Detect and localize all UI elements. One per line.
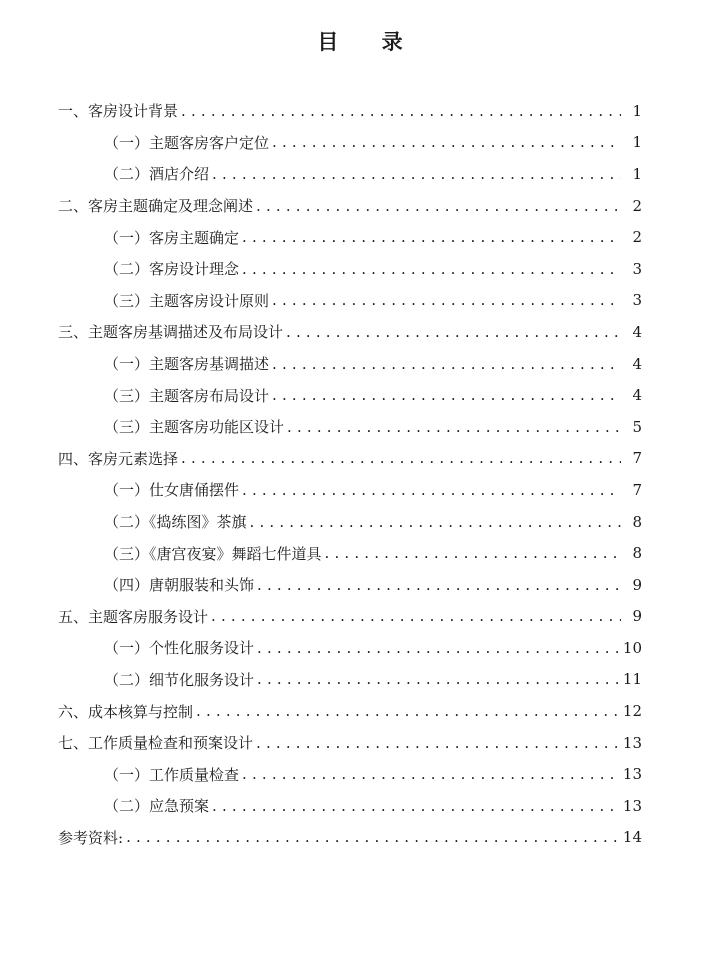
toc-entry-title: （二）细节化服务设计 bbox=[104, 670, 255, 689]
toc-entry-title: （一）客房主题确定 bbox=[104, 228, 240, 247]
toc-entry-title: （一）主题客房基调描述 bbox=[104, 355, 270, 374]
toc-dot-leader bbox=[272, 133, 621, 151]
toc-dot-leader bbox=[286, 323, 621, 341]
toc-entry-title: （一）主题客房客户定位 bbox=[104, 133, 270, 152]
toc-entry[interactable] bbox=[58, 411, 642, 443]
toc-dot-leader bbox=[181, 449, 621, 467]
toc-entry[interactable] bbox=[58, 632, 642, 664]
toc-page-number: 4 bbox=[632, 386, 642, 405]
toc-page-number: 7 bbox=[632, 480, 642, 499]
toc-page-number: 11 bbox=[622, 670, 642, 689]
page-title: 目 录 bbox=[317, 30, 421, 54]
toc-page-number: 13 bbox=[622, 765, 642, 784]
toc-page-number: 14 bbox=[622, 828, 642, 847]
toc-entry-title: （二）《捣练图》茶旗 bbox=[104, 513, 247, 532]
toc-dot-leader bbox=[250, 513, 621, 531]
toc-dot-leader bbox=[126, 828, 620, 846]
toc-entry-title: （一）工作质量检查 bbox=[104, 765, 240, 784]
toc-page-number: 13 bbox=[622, 733, 642, 752]
toc-entry-title: 三、主题客房基调描述及布局设计 bbox=[58, 323, 284, 342]
toc-entry-title: 四、客房元素选择 bbox=[58, 449, 179, 468]
toc-entry[interactable] bbox=[58, 285, 642, 317]
toc-entry[interactable] bbox=[58, 158, 642, 190]
toc-page-number: 12 bbox=[622, 702, 642, 721]
toc-entry[interactable] bbox=[58, 664, 642, 696]
toc-dot-leader bbox=[272, 291, 621, 309]
toc-entry-title: 一、客房设计背景 bbox=[58, 102, 179, 121]
toc-page-number: 3 bbox=[632, 259, 642, 278]
toc-entry-title: （三）主题客房布局设计 bbox=[104, 386, 270, 405]
toc-dot-leader bbox=[257, 639, 620, 657]
toc-dot-leader bbox=[325, 544, 621, 562]
toc-entry[interactable] bbox=[58, 127, 642, 159]
toc-entry[interactable] bbox=[58, 316, 642, 348]
toc-entry-title: 七、工作质量检查和预案设计 bbox=[58, 734, 254, 753]
toc-page-number: 1 bbox=[632, 133, 642, 152]
toc-page-number: 2 bbox=[632, 196, 642, 215]
toc-dot-leader bbox=[242, 481, 621, 499]
toc-entry[interactable] bbox=[58, 506, 642, 538]
toc-dot-leader bbox=[256, 734, 620, 752]
toc-page-number: 9 bbox=[632, 575, 642, 594]
toc-entry-title: （三）《唐宫夜宴》舞蹈七件道具 bbox=[104, 544, 322, 563]
toc-dot-leader bbox=[212, 797, 620, 815]
toc-dot-leader bbox=[257, 670, 620, 688]
toc-entry[interactable] bbox=[58, 537, 642, 569]
toc-entry-title: （三）主题客房功能区设计 bbox=[104, 418, 285, 437]
toc-dot-leader bbox=[272, 355, 621, 373]
toc-entry[interactable] bbox=[58, 95, 642, 127]
toc-dot-leader bbox=[196, 702, 620, 720]
toc-entry[interactable] bbox=[58, 190, 642, 222]
toc-page-number: 4 bbox=[632, 354, 642, 373]
toc-page-number: 4 bbox=[632, 322, 642, 341]
toc-dot-leader bbox=[257, 576, 621, 594]
toc-entry-title: 参考资料: bbox=[58, 828, 124, 847]
toc-entry[interactable] bbox=[58, 348, 642, 380]
toc-page-number: 13 bbox=[622, 796, 642, 815]
toc-entry[interactable] bbox=[58, 822, 642, 854]
toc-entry[interactable] bbox=[58, 569, 642, 601]
toc-entry-title: 六、成本核算与控制 bbox=[58, 702, 194, 721]
toc-dot-leader bbox=[256, 197, 621, 215]
toc-entry-title: 五、主题客房服务设计 bbox=[58, 607, 209, 626]
toc-entry[interactable] bbox=[58, 695, 642, 727]
toc-entry[interactable] bbox=[58, 601, 642, 633]
toc-entry-title: （二）应急预案 bbox=[104, 797, 210, 816]
toc-entry[interactable] bbox=[58, 443, 642, 475]
toc-page-number: 3 bbox=[632, 291, 642, 310]
toc-dot-leader bbox=[242, 765, 620, 783]
toc-entry-title: （三）主题客房设计原则 bbox=[104, 291, 270, 310]
toc-entry-title: （二）酒店介绍 bbox=[104, 165, 210, 184]
toc-dot-leader bbox=[212, 165, 621, 183]
toc-page-number: 9 bbox=[632, 607, 642, 626]
toc-entry-title: （二）客房设计理念 bbox=[104, 260, 240, 279]
toc-dot-leader bbox=[242, 260, 621, 278]
toc-entry-title: （一）个性化服务设计 bbox=[104, 639, 255, 658]
toc-page-number: 5 bbox=[632, 417, 642, 436]
toc-page-number: 8 bbox=[632, 512, 642, 531]
toc-entry[interactable] bbox=[58, 221, 642, 253]
toc-entry[interactable] bbox=[58, 758, 642, 790]
toc-page-number: 7 bbox=[632, 449, 642, 468]
toc-entry[interactable] bbox=[58, 474, 642, 506]
toc-dot-leader bbox=[242, 228, 621, 246]
toc-dot-leader bbox=[287, 418, 621, 436]
toc-page-number: 10 bbox=[622, 638, 642, 657]
table-of-contents bbox=[58, 95, 642, 853]
toc-entry-title: （四）唐朝服装和头饰 bbox=[104, 576, 255, 595]
toc-page-number: 8 bbox=[632, 544, 642, 563]
toc-entry[interactable] bbox=[58, 790, 642, 822]
toc-page-number: 2 bbox=[632, 228, 642, 247]
toc-entry[interactable] bbox=[58, 253, 642, 285]
toc-page-number: 1 bbox=[632, 101, 642, 120]
toc-entry[interactable] bbox=[58, 379, 642, 411]
toc-entry[interactable] bbox=[58, 727, 642, 759]
toc-page-number: 1 bbox=[632, 164, 642, 183]
toc-entry-title: 二、客房主题确定及理念阐述 bbox=[58, 197, 254, 216]
toc-dot-leader bbox=[272, 386, 621, 404]
toc-entry-title: （一）仕女唐俑摆件 bbox=[104, 481, 240, 500]
toc-dot-leader bbox=[211, 607, 621, 625]
toc-dot-leader bbox=[181, 102, 621, 120]
